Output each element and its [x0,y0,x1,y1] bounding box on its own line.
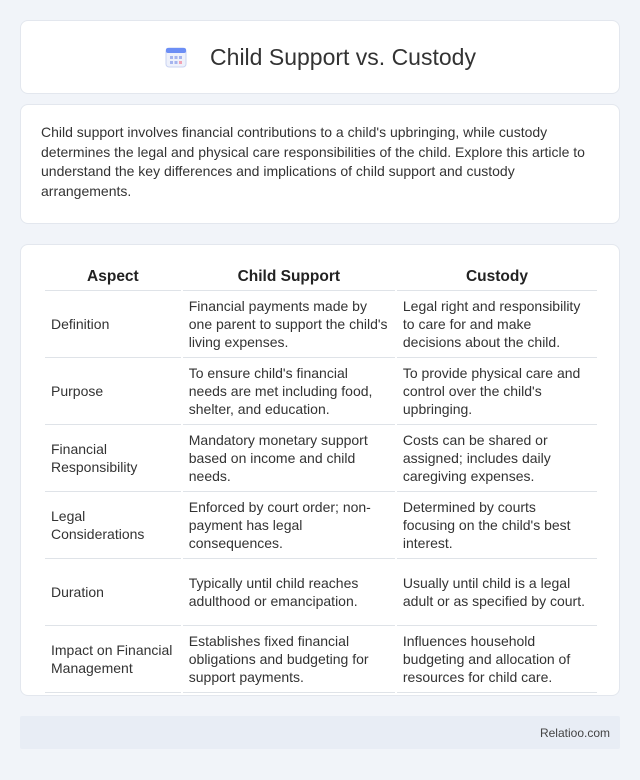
footer-brand[interactable]: Relatioo.com [539,725,610,740]
table-row [45,626,597,693]
table-row [45,291,597,358]
header-aspect: Aspect [45,263,181,291]
custody-cell: Determined by courts focusing on the child's best interest. [397,492,597,559]
calendar-icon [164,45,188,69]
page-title: Child Support vs. Custody [210,43,476,70]
custody-cell: Costs can be shared or assigned; includes daily caregiving expenses. [397,425,597,492]
comparison-table-card [20,244,620,696]
child-support-cell: Enforced by court order; non-payment has legal consequences. [183,492,395,559]
header-custody: Custody [397,263,597,291]
comparison-table [43,263,599,693]
child-support-cell: Mandatory monetary support based on income and child needs. [183,425,395,492]
intro-text: Child support involves financial contributions to a child's upbringing, while custody determines the legal and physical care responsibilities of the child. Explore this article to understand the key differences and implications of child support and custody arrangements. [41,124,585,199]
child-support-cell: Typically until child reaches adulthood or emancipation. [183,559,395,626]
aspect-cell: Purpose [45,358,181,425]
custody-cell: Legal right and responsibility to care for and make decisions about the child. [397,291,597,358]
aspect-cell: Impact on Financial Management [45,626,181,693]
aspect-cell: Legal Considerations [45,492,181,559]
title-card [20,20,620,94]
header-child-support: Child Support [183,263,395,291]
custody-cell: Usually until child is a legal adult or as specified by court. [397,559,597,626]
custody-cell: To provide physical care and control over the child's upbringing. [397,358,597,425]
table-row [45,559,597,626]
table-row [45,358,597,425]
table-row [45,492,597,559]
child-support-cell: Financial payments made by one parent to support the child's living expenses. [183,291,395,358]
aspect-cell: Financial Responsibility [45,425,181,492]
intro-card [20,104,620,224]
aspect-cell: Duration [45,559,181,626]
table-row [45,425,597,492]
aspect-cell: Definition [45,291,181,358]
child-support-cell: To ensure child's financial needs are met including food, shelter, and education. [183,358,395,425]
table-header-row [45,263,597,291]
custody-cell: Influences household budgeting and allocation of resources for child care. [397,626,597,693]
child-support-cell: Establishes fixed financial obligations and budgeting for support payments. [183,626,395,693]
footer [20,716,620,749]
